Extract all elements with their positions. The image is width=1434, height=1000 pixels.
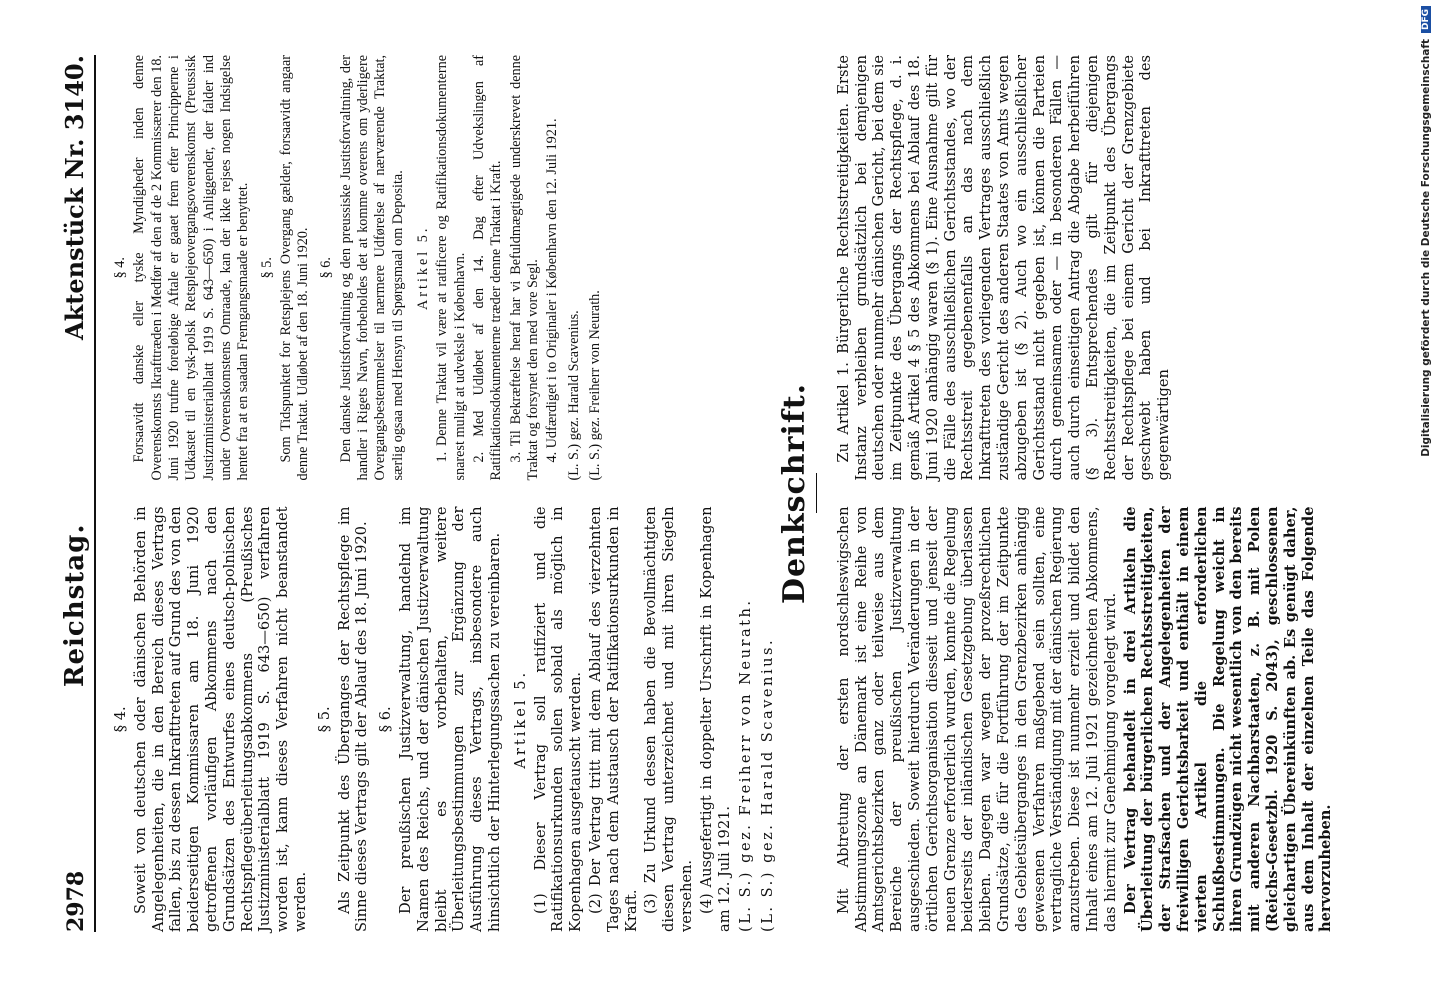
danish-art5-p3: 3. Til Bekræftelse heraf har vi Befuldmægtigede underskrevet denne Traktat og forsynet den med vore Segl.	[507, 55, 541, 481]
danish-sec6-title: § 6.	[318, 257, 335, 279]
denkschrift-paragraph-2: Der Vertrag behandelt in drei Artikeln die Überleitung der bürgerlichen Rechtsstreitigkeiten, der Strafsachen und der Angelegenheiten der freiwilligen Gerichtsbarkeit und enthält in einem vierten Artikel die erforderlichen Schlußbestimmungen. Die Regelung weicht in ihren Grundzügen nicht wesentlich von den bereits mit anderen Nachbarstaaten, z. B. mit Polen (Reichs-Gesetzbl. 1920 S. 2043), geschlossenen gleichartigen Übereinkünften ab. Es genügt daher, aus dem Inhalt der einzelnen Teile das Folgende hervorzuheben.	[1121, 506, 1335, 932]
page-number: 2978	[63, 870, 89, 932]
danish-signature-2: (L. S.) gez. Freiherr von Neurath.	[586, 290, 603, 481]
german-sec5-title: § 5.	[315, 706, 333, 733]
danish-sec5-text: Som Tidspunktet for Retsplejens Overgang gælder, forsaavidt angaar denne Traktat. Udløbet af den 18. Juni 1920.	[277, 55, 312, 481]
danish-signature-1: (L. S.) gez. Harald Scavenius.	[565, 310, 582, 481]
danish-sec6-text: Den danske Justitsforvaltning og den preussiske Justitsforvaltning, der handler i Rigets Navn, forbeholdes det at komme overens om yderligere Overgangsbestemmelser til nærmere Udførelse af nærværende Traktat, særlig ogsaa med Hensyn til Spørgsmaal om Deposita.	[337, 55, 406, 481]
denkschrift-columns	[835, 55, 1337, 932]
german-sec5-text: Als Zeitpunkt des Überganges der Rechtspflege im Sinne dieses Vertrags gilt der Ablauf des 18. Juni 1920.	[335, 506, 371, 932]
denkschrift-paragraph-1: Mit Abtretung der ersten nordschleswigschen Abstimmungszone an Dänemark ist eine Reihe von Amtsgerichtsbezirken ganz oder teilweise aus dem Bereiche der preußischen Justizverwaltung ausgeschieden. Soweit hierdurch Veränderungen in der örtlichen Gerichtsorganisation diesseit und jenseit der neuen Grenze erforderlich wurden, konnte die Regelung beiderseits der inländischen Gesetzgebung überlassen bleiben. Dagegen war wegen der prozeßrechtlichen Grundsätze, die für die Fortführung der im Zeitpunkte des Gebietsüberganges in den Grenzbezirken anhängig gewesenen Verfahren maßgebend sein sollten, eine vertragliche Verständigung mit der dänischen Regierung anzustreben. Diese ist nunmehr erzielt und bildet den Inhalt eines am 12. Juli 1921 gezeichneten Abkommens, das hiermit zur Genehmigung vorgelegt wird.	[834, 506, 1119, 932]
german-sec6-text: Der preußischen Justizverwaltung, handelnd im Namen des Reichs, und der dänischen Justizverwaltung bleibt es vorbehalten, weitere Überleitungsbestimmungen zur Ergänzung der Ausführung dieses Vertrags, insbesondere auch hinsichtlich der Hinterlegungssachen zu vereinbaren.	[396, 506, 503, 932]
denkschrift-paragraph-3: Zu Artikel 1. Bürgerliche Rechtsstreitigkeiten. Erste Instanz verbleiben grundsätzlich bei demjenigen deutschen oder nunmehr dänischen Gericht, bei dem sie im Zeitpunkte des Übergangs der Rechtspflege, d. i. gemäß Artikel 4 § 5 des Abkommens bei Ablauf des 18. Juni 1920 anhängig waren (§ 1). Eine Ausnahme gilt für die Fälle des ausschließlichen Gerichtsstandes, wo der Rechtsstreit gegebenenfalls an das nach dem Inkrafttreten des vorliegenden Vertrages ausschließlich zuständige Gericht des anderen Staates von Amts wegen abzugeben ist (§ 2). Auch wo ein ausschließlicher Gerichtsstand nicht gegeben ist, können die Parteien durch gemeinsamen oder — in besonderen Fällen — auch durch einseitigen Antrag die Abgabe herbeiführen (§ 3). Entsprechendes gilt für diejenigen Rechtsstreitigkeiten, die im Zeitpunkt des Übergangs der Rechtspflege bei einem Gericht der Grenzgebiete geschwebt haben und bei Inkrafttreten des gegenwärtigen	[834, 55, 1173, 481]
german-art5-p1: (1) Dieser Vertrag soll ratifiziert und die Ratifikationsurkunden sollen sobald als möglich in Kopenhagen ausgetauscht werden.	[531, 506, 585, 932]
danish-art5-p4: 4. Udfærdiget i to Originaler i København den 12. Juli 1921.	[544, 118, 561, 463]
denkschrift-column-right	[835, 55, 1337, 481]
danish-art5-p1: 1. Denne Traktat vil være at ratificere og Ratifikationsdokumenterne snarest muligt at udveksle i København.	[434, 55, 468, 481]
danish-sec5-title: § 5.	[258, 257, 275, 279]
german-sec4-text: Soweit von deutschen oder dänischen Behörden in Angelegenheiten, die in den Bereich dieses Vertrags fallen, bis zu dessen Inkrafttreten auf Grund des von den beiderseitigen Kommissaren am 18. Juni 1920 getroffenen vorläufigen Abkommens nach den Grundsätzen des Entwurfes eines deutsch-polnischen Rechtspflegeüberleitungsabkommens (Preußisches Justizministerialblatt 1919 S. 643—650) verfahren worden ist, kann dieses Verfahren nicht beanstandet werden.	[131, 506, 309, 932]
german-art5-p2: (2) Der Vertrag tritt mit dem Ablauf des vierzehnten Tages nach dem Austausch der Ratifikationsurkunden in Kraft.	[586, 506, 640, 932]
german-column	[106, 507, 777, 933]
treaty-columns	[106, 55, 777, 932]
page-title: Reichstag.	[60, 523, 90, 688]
german-signature-1: (L. S.) gez. Freiherr von Neurath.	[737, 598, 755, 932]
german-sec6-title: § 6.	[377, 706, 395, 733]
danish-art5-p2: 2. Med Udløbet af den 14. Dag efter Udvekslingen af Ratifikationsdokumenterne træder denne Traktat i Kraft.	[470, 55, 505, 481]
document-reference: Aktenstück Nr. 3140.	[60, 55, 89, 340]
german-art5-p4: (4) Ausgefertigt in doppelter Urschrift in Kopenhagen am 12. Juli 1921.	[697, 506, 733, 932]
page-header	[60, 55, 96, 932]
denkschrift-column-left	[835, 507, 1337, 933]
denkschrift-title: Denkschrift.	[776, 382, 812, 605]
danish-sec4-text: Forsaavidt danske eller tyske Myndigheder inden denne Overenskomsts Ikrafttræden i Medfør af den af de 2 Kommissærer den 18. Juni 1920 trufne foreløbige Aftale er gaaet frem efter Principperne i Udkastet til en tysk-polsk Retsplejeovergangsoverenskomst (Preussisk Justizministerialblatt 1919 S. 643—650) i Anliggender, der falder ind under Overenskomstens Omraade, kan der ikke rejses nogen Indsigelse hentet fra at en saadan Fremgangsmaade er benyttet.	[131, 55, 252, 481]
german-art5-p3: (3) Zu Urkund dessen haben die Bevollmächtigten diesen Vertrag unterzeichnet und mit ihren Siegeln versehen.	[642, 506, 695, 932]
danish-column	[106, 55, 777, 481]
danish-sec4-title: § 4.	[112, 257, 128, 279]
german-signature-2: (L. S.) gez. Harald Scavenius.	[759, 637, 777, 932]
german-art5-title: Artikel 5.	[511, 669, 529, 769]
german-sec4-title: § 4.	[112, 706, 129, 733]
dfg-logo: DFG	[1421, 6, 1431, 33]
digitization-credit-text: Digitalisierung gefördert durch die Deutsche Forschungsgemeinschaft	[1420, 39, 1432, 457]
digitization-credit	[1416, 6, 1432, 986]
title-divider	[816, 474, 817, 514]
danish-art5-title: Artikel 5.	[415, 225, 431, 310]
